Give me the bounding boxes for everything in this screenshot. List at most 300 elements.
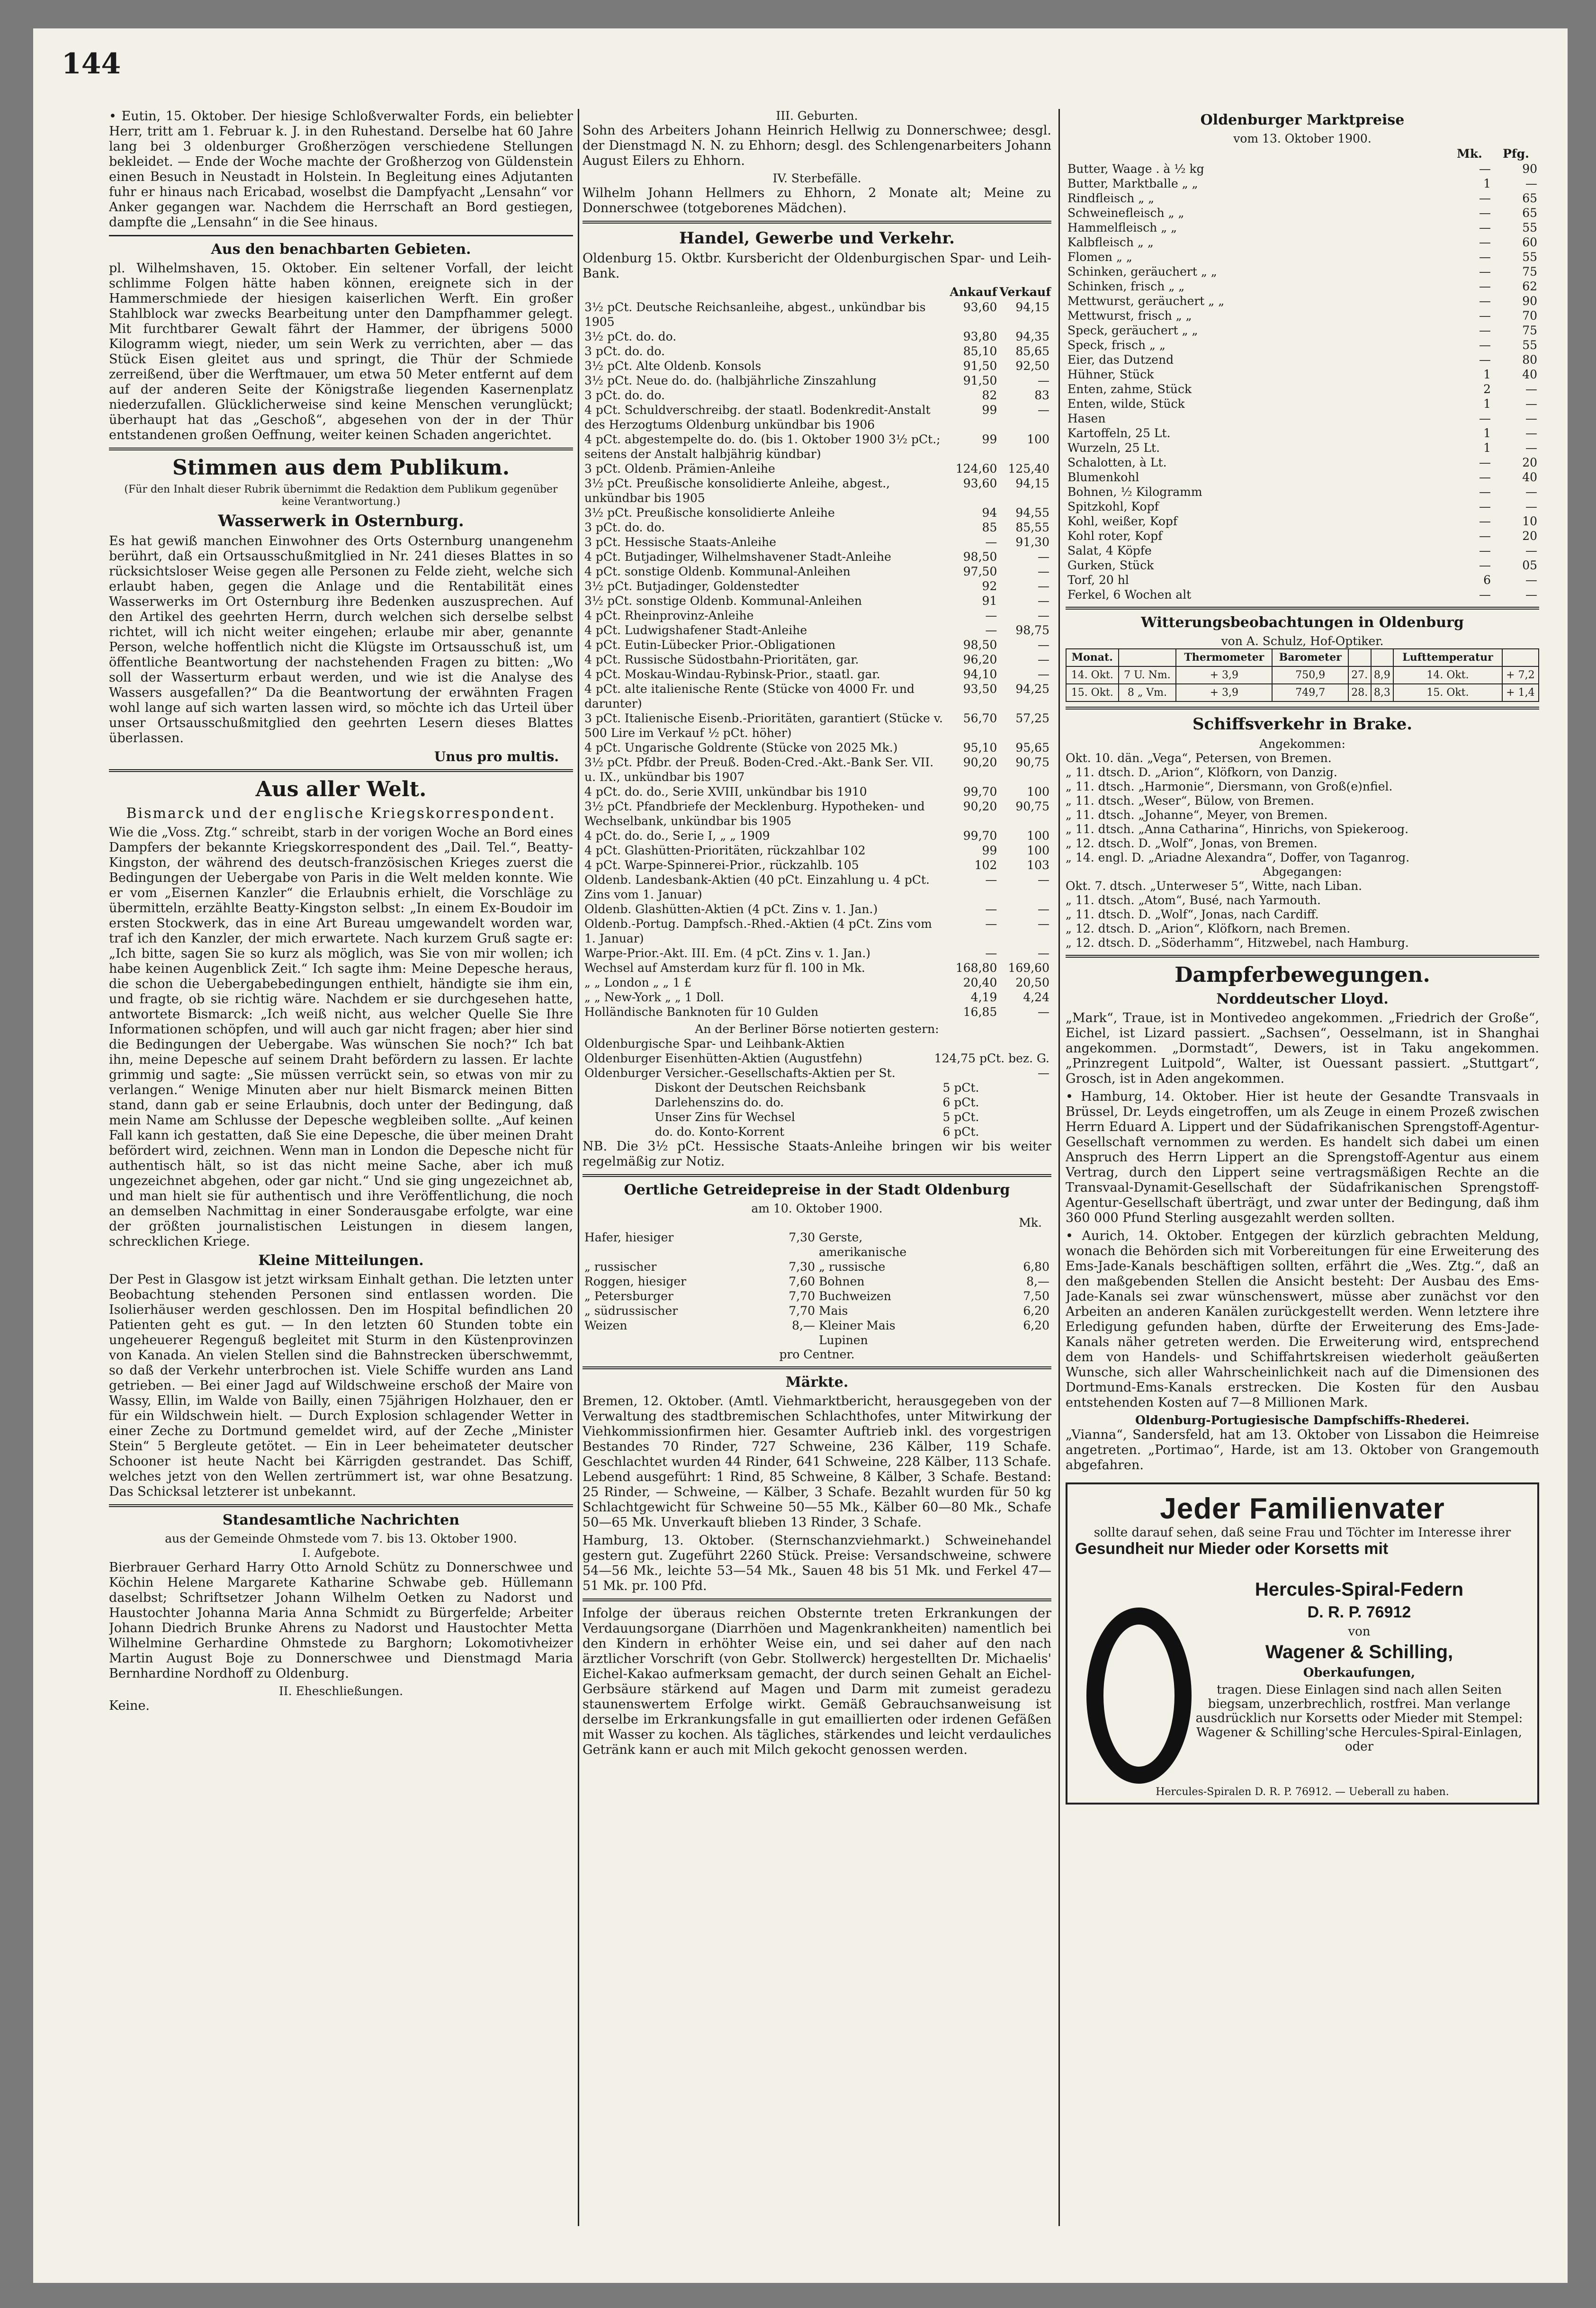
ship-arrival: „ 14. engl. D. „Ariadne Alexandra“, Doffer, von Taganrog. — [1066, 851, 1410, 864]
lloyd-text: „Mark“, Traue, ist in Montivedeo angekommen. „Friedrich der Große“, Eichel, ist Lizard passiert. „Sachsen“, Oesselmann, ist in Shanghai angekommen. „Dormstadt“, Dewers, ist in Taku angekommen. „Prinzregent Luitpold“, Walter, ist Ouessant passiert. „Stuttgart“, Grosch, ist in Aden angekommen. — [1066, 1011, 1539, 1086]
kurs-row — [583, 858, 1051, 872]
kurs-row-cell: 90,75 — [1015, 755, 1049, 769]
markt-row-cell: — — [1525, 441, 1537, 455]
kurs-row-cell: — — [1038, 667, 1049, 681]
abgegangen-list — [1066, 879, 1539, 950]
kurs-row — [583, 652, 1051, 667]
markt-row-cell: 65 — [1522, 191, 1537, 205]
markt-row-cell: Enten, wilde, Stück — [1067, 397, 1185, 411]
wasserwerk-article: Es hat gewiß manchen Einwohner des Orts Osternburg unangenehm berührt, daß ein Ortsausschußmitglied in Nr. 241 dieses Blattes in so rücksichtsloser Weise gegen alle Personen zu Felde zieht, welche sich erlaubt haben, gegen die Anlage und die Rentabilität eines Wasserwerks im Ort Osternburg ihre Bedenken auszusprechen. Auf den Artikel des geehrten Herrn, durch welchen sich derselbe selbst richtet, will ich nicht weiter eingehen; erlaube mir aber, genannte Person, welche hoffentlich nicht die Klügste im Ortsausschuß ist, um öffentliche Beantwortung der nachstehenden Fragen zu bitten: „Wo soll der Wasserturm erbaut werden, und wie ist die Analyse des Wassers ausgefallen?“ Da die Beantwortung der erwähnten Fragen wohl lange auf sich warten lassen wird, so möchte ich das Urteil über unser Ortsausschußmitglied den geehrten Lesern dieses Blattes überlassen. — [109, 534, 573, 745]
heading-eheschliessungen: II. Eheschließungen. — [278, 1684, 403, 1698]
kurs-row-cell: 94,55 — [1015, 506, 1049, 520]
kurs-row-cell: 124,60 — [955, 462, 997, 476]
markt-row-cell: Schweinefleisch „ „ — [1067, 206, 1184, 220]
kurs-row-cell: 96,20 — [963, 653, 997, 666]
kurs-row-cell: 3½ pCt. Preußische konsolidierte Anleihe — [584, 506, 835, 520]
wetter-row — [1066, 666, 1539, 684]
markt-row-cell: Salat, 4 Köpfe — [1067, 544, 1152, 557]
kurs-row-cell: 3½ pCt. do. do. — [584, 330, 677, 343]
diskont-row-cell: 6 pCt. — [942, 1096, 979, 1109]
markt-row — [1066, 455, 1539, 470]
getreide-row — [583, 1318, 1051, 1333]
getreide-row-cell: Buchweizen — [819, 1289, 891, 1303]
kurs-row-cell: 98,50 — [963, 550, 997, 564]
kurs-row — [583, 549, 1051, 564]
markt-row-cell: 60 — [1522, 235, 1537, 249]
berliner-row-cell: Oldenburgische Spar- und Leihbank-Aktien — [584, 1037, 845, 1051]
heading-kleine-mitteilungen: Kleine Mitteilungen. — [258, 1252, 424, 1269]
kurs-row-cell: 98,50 — [963, 638, 997, 652]
markt-row — [1066, 587, 1539, 602]
column-right — [1066, 109, 1539, 2217]
getreide-row-cell: 8,— — [1026, 1275, 1049, 1288]
divider — [1066, 707, 1539, 709]
heading-portugiesische: Oldenburg-Portugiesische Dampfschiffs-Rhederei. — [1135, 1413, 1470, 1427]
berliner-row-cell: 124,75 pCt. bez. G. — [934, 1051, 1049, 1065]
markt-row-cell: Speck, geräuchert „ „ — [1067, 323, 1198, 337]
markt-row-cell: — — [1525, 382, 1537, 396]
ship-departure: Okt. 7. dtsch. „Unterweser 5“, Witte, nach Liban. — [1066, 879, 1363, 893]
diskont-table — [653, 1080, 981, 1139]
kurs-row-cell: — — [1038, 873, 1049, 887]
heading-bismarck: Bismarck und der englische Kriegskorrespondent. — [126, 805, 556, 822]
kurs-row-cell: 90,20 — [963, 755, 997, 769]
kurs-row — [583, 740, 1051, 755]
markt-row-cell: Hasen — [1067, 412, 1106, 425]
getreide-unit: Mk. — [1019, 1216, 1042, 1230]
ship-arrival: „ 11. dtsch. D. „Arion“, Klöfkorn, von Danzig. — [1066, 765, 1337, 779]
column-middle — [583, 109, 1051, 2217]
kurs-row — [583, 373, 1051, 388]
aufgebote-text: Bierbrauer Gerhard Harry Otto Arnold Schütz zu Donnerschwee und Köchin Helene Margarete Katharine Schwabe geb. Hüllemann daselbst; Schriftsetzer Johann Wilhelm Oetken zu Nadorst und Haustochter Johanna Maria Anna Schmidt zu Bürgerfelde; Arbeiter Johann Diedrich Brunke Ahrens zu Nadorst und Haustochter Metta Wilhelmine Gerhardine Ohmstede zu Barghorn; Lokomotivheizer Martin August Boje zu Donnerschwee und Dienstmagd Maria Bernhardine Nordhoff zu Oldenburg. — [109, 1560, 573, 1681]
divider — [109, 1504, 573, 1507]
markt-row-cell: Butter, Waage . à ½ kg — [1067, 162, 1204, 176]
wetter-row-cell: 28. — [1348, 684, 1371, 701]
witterung-table — [1066, 648, 1539, 702]
getreide-row-cell: „ südrussischer — [584, 1304, 678, 1318]
kurs-col-verkauf: Verkauf — [999, 285, 1051, 299]
kurs-row-cell: — — [1038, 917, 1049, 931]
column-divider — [578, 109, 579, 2226]
kurs-row-cell: 98,75 — [1015, 623, 1049, 637]
getreide-row-cell: 7,30 — [789, 1230, 815, 1244]
kurs-row-cell: — — [985, 623, 997, 637]
kurs-row-cell: 3 pCt. Hessische Staats-Anleihe — [584, 535, 776, 549]
kurs-row-cell: 3 pCt. do. do. — [584, 521, 665, 534]
markt-row — [1066, 558, 1539, 573]
newspaper-page — [33, 28, 1568, 2283]
kurs-row-cell: 4 pCt. Glashütten-Prioritäten, rückzahlbar 102 — [584, 844, 866, 857]
markt-row — [1066, 426, 1539, 440]
markt-row — [1066, 206, 1539, 220]
diskont-row — [653, 1110, 981, 1124]
kurs-row-cell: 3 pCt. do. do. — [584, 344, 665, 358]
kurs-row-cell: — — [1038, 594, 1049, 608]
markt-col-pfg: Pfg. — [1503, 147, 1529, 161]
kurs-row-cell: Warpe-Prior.-Akt. III. Em. (4 pCt. Zins v. 1. Jan.) — [584, 946, 871, 960]
markt-row-cell: 1 — [1483, 397, 1491, 411]
kurs-row-cell: — — [985, 873, 997, 887]
wilhelmshaven-article: pl. Wilhelmshaven, 15. Oktober. Ein seltener Vorfall, der leicht schlimme Folgen hätte haben können, ereignete sich in der Hammerschmiede der hiesigen kaiserlichen Werft. Ein großer Stahlblock war zwecks Bearbeitung unter den Dampfhammer gelegt. Mit furchtbarer Gewalt fährt der Hammer, der übrigens 5000 Kilogramm wiegt, nieder, um sein Werk zu verrichten, aber — das Stück Eisen gleitet aus und springt, die Thür der Schmiede zerreißend, über die Werftmauer, um etwa 50 Meter entfernt auf dem auf der anderen Seite der Königstraße liegenden Kasernenplatz niederzufallen. Glücklicherweise sind keine Menschen verunglückt; überhaupt hat das „Geschoß“, abgesehen von der in der Thür entstandenen großen Oeffnung, weiter keinen Schaden angerichtet. — [109, 261, 573, 442]
ad-firm: Wagener & Schilling, — [1265, 1642, 1453, 1662]
kurs-row-cell: — — [985, 609, 997, 622]
markt-row — [1066, 529, 1539, 543]
wasserwerk-signature: Unus pro multis. — [434, 749, 559, 764]
wetter-row-cell: 14. Okt. — [1066, 666, 1119, 684]
markt-row-cell: — — [1479, 250, 1491, 264]
heading-dampferbewegungen: Dampferbewegungen. — [1175, 963, 1430, 987]
kurs-row-cell: 16,85 — [963, 1005, 997, 1019]
markt-row-cell: Speck, frisch „ „ — [1067, 338, 1166, 352]
hamburg-article: • Hamburg, 14. Oktober. Hier ist heute der Gesandte Transvaals in Brüssel, Dr. Leyds eingetroffen, um als Zeuge in einem Prozeß zwischen Herrn Eduard A. Lippert und der Südafrikanischen Sprengstoff-Agentur-Gesellschaft vernommen zu werden. Es handelt sich dabei um einen Anspruch des Herrn Lippert an die Sprengstoff-Agentur aus einem Vertrag, durch den Lippert seine vertragsmäßigen Rechte an die Transvaal-Dynamit-Gesellschaft der Südafrikanischen Sprengstoff-Agentur-Gesellschaft überträgt, und zwar unter der Bedingung, daß ihm 360 000 Pfund Sterling ausgezahlt werden sollten. — [1066, 1089, 1539, 1225]
markt-row — [1066, 485, 1539, 499]
stimmen-disclaimer: (Für den Inhalt dieser Rubrik übernimmt die Redaktion dem Publikum gegenüber keine Verantwortung.) — [124, 484, 558, 508]
markt-row-cell: — — [1479, 338, 1491, 352]
markt-row-cell: — — [1479, 191, 1491, 205]
kurs-row-cell: 94,15 — [1015, 300, 1049, 314]
aurich-article: • Aurich, 14. Oktober. Entgegen der kürzlich gebrachten Meldung, wonach die Behörden sich mit Vorbereitungen für eine Erweiterung des Ems-Jade-Kanals beschäftigen sollten, erfährt die „Wes. Ztg.“, daß an den maßgebenden Stellen die Ansicht besteht: Der Ausbau des Ems-Jade-Kanals sei zwar wünschenswert, müsse aber zunächst vor den Arbeiten an anderen Kanälen zurückgestellt werden. Wenn letztere ihre Erledigung gefunden haben, dürfte der Erweiterung des Ems-Jade-Kanals näher getreten werden. Die Erweiterung wird, entsprechend dem von Handels- und Schiffahrtskreisen wiederholt geäußerten Wunsche, sich aller Wahrscheinlichkeit nach auf die Dimensionen des Dortmund-Ems-Kanals erstrecken. Die Kosten für den Ausbau entstehenden Kosten auf 7—8 Millionen Mark. — [1066, 1229, 1539, 1410]
wetter-col-header — [1119, 649, 1176, 666]
heading-witterung: Witterungsbeobachtungen in Oldenburg — [1141, 614, 1464, 631]
kurs-row — [583, 990, 1051, 1005]
kurs-row — [583, 476, 1051, 505]
kurs-row-cell: 94,10 — [963, 667, 997, 681]
getreide-row-cell: Bohnen — [819, 1275, 865, 1288]
divider — [583, 1599, 1051, 1601]
berliner-row-cell: Oldenburger Versicher.-Gesellschafts-Aktien per St. — [584, 1066, 896, 1080]
kurs-row-cell: 3 pCt. do. do. — [584, 388, 665, 402]
geburten-text: Sohn des Arbeiters Johann Heinrich Hellwig zu Donnerschwee; desgl. der Dienstmagd N. N. zu Ehhorn; desgl. des Schlengenarbeiters Johann August Eilers zu Ehhorn. — [583, 123, 1051, 168]
markt-row-cell: 40 — [1522, 470, 1537, 484]
getreide-row-cell: 6,20 — [1023, 1319, 1049, 1332]
kurs-row-cell: 20,40 — [963, 976, 997, 989]
ad-text: tragen. Diese Einlagen sind nach allen Seiten biegsam, unzerbrechlich, rostfrei. Man verlange ausdrücklich nur Korsetts oder Mieder mit Stempel: Wagener & Schilling'sche Hercules-Spiral-Einlagen, oder — [1195, 1683, 1523, 1754]
kurs-row-cell: 4 pCt. Rheinprovinz-Anleihe — [584, 609, 754, 622]
kurs-row-cell: 4 pCt. alte italienische Rente (Stücke von 4000 Fr. und darunter) — [584, 682, 915, 710]
getreide-row-cell: Mais — [819, 1304, 848, 1318]
getreide-row-cell: Lupinen — [819, 1333, 868, 1347]
diskont-row-cell: Diskont der Deutschen Reichsbank — [655, 1081, 866, 1095]
berliner-row-cell — [932, 1036, 1051, 1051]
divider — [583, 221, 1051, 224]
heading-marktpreise: Oldenburger Marktpreise — [1200, 112, 1405, 128]
section-heading-welt: Aus aller Welt. — [255, 777, 427, 801]
ad-von: von — [1348, 1625, 1371, 1639]
getreide-row — [583, 1289, 1051, 1303]
spiral-spring-logo — [1086, 1608, 1192, 1784]
kurs-row-cell: 97,50 — [963, 565, 997, 578]
heading-schiffsverkehr: Schiffsverkehr in Brake. — [1192, 715, 1413, 734]
kurs-row-cell: 91 — [982, 594, 997, 608]
heading-wasserwerk: Wasserwerk in Osternburg. — [218, 512, 464, 530]
markt-row-cell: 1 — [1483, 177, 1491, 190]
kurs-row-cell: 3½ pCt. Neue do. do. (halbjährliche Zinszahlung — [584, 374, 877, 387]
ship-departure: „ 11. dtsch. D. „Wolf“, Jonas, nach Cardiff. — [1066, 907, 1319, 921]
kurs-row-cell: 90,75 — [1015, 799, 1049, 813]
marktpreise-table — [1066, 146, 1539, 602]
kurs-row-cell: „ „ London „ „ 1 £ — [584, 976, 692, 989]
markt-row — [1066, 499, 1539, 514]
markt-row-cell: Hammelfleisch „ „ — [1067, 221, 1177, 234]
bismarck-article: Wie die „Voss. Ztg.“ schreibt, starb in der vorigen Woche an Bord eines Dampfers der bekannte Kriegskorrespondent des „Dail. Tel.“, Beatty-Kingston, der während des deutsch-französischen Krieges zuerst die Bedingungen der Uebergabe von Paris in die Welt melden konnte. Wie er vom „Eisernen Kanzler“ die Erlaubnis erhielt, die Vorschläge zu übermitteln, erzählte Beatty-Kingston selbst: „In einem Ex-Boudoir im ersten Stockwerk, das in eine Art Bureau umgewandelt worden war, traf ich den Kanzler, der mich erwartete. Nach kurzem Gruß sagte er: „Ich bitte, sagen Sie so kurz als möglich, was Sie von mir wollen; ich habe keinen Augenblick Zeit.“ Ich sagte ihm: Meine Depesche heraus, die schon die Uebergabebedingungen enthielt, händigte sie ihm ein, und fragte, ob sie richtig wäre. Nachdem er sie durchgesehen hatte, antwortete Bismarck: „Ich weiß nicht, aus welcher Quelle Sie Ihre Informationen schöpfen, und will auch gar nicht fragen; aber hier sind die Bedingungen der Uebergabe. Was wünschen Sie noch?“ Ich bat ihn, meine Depesche auf seinem Draht befördern zu lassen. Er lachte grimmig und sagte: „Sie müssen verrückt sein, so etwas von mir zu verlangen.“ Wenige Minuten aber nur hielt Bismarck meinen Bitten stand, dann gab er seine Erlaubnis, doch unter der Bedingung, daß mein Name am Schlusse der Depesche wegbleiben sollte. „Auf keinen Fall kann ich gestatten, daß Sie eine Depesche, die über meinen Draht befördert wird, zeichnen. Wenn man in London die Depesche nicht für authentisch hält, so ist das nicht meine Sache, aber ich muß ungezeichnet abgehen, oder gar nicht.“ Und sie ging ungezeichnet ab, und man hielt sie für authentisch und ihre Veröffentlichung, die noch an demselben Nachmittag in einer Sonderausgabe erfolgte, war eine der größten journalistischen Leistungen in diesem langen, schrecklichen Kriege. — [109, 825, 573, 1249]
kurs-row-cell: 169,60 — [1008, 961, 1049, 975]
wetter-row-cell: 14. Okt. — [1393, 666, 1502, 684]
markt-row-cell: Schalotten, à Lt. — [1067, 456, 1167, 469]
getreide-row-cell: „ russischer — [584, 1260, 657, 1274]
markt-row-cell: Kohl, weißer, Kopf — [1067, 514, 1178, 528]
wetter-row-cell: 27. — [1348, 666, 1371, 684]
markt-row — [1066, 543, 1539, 558]
markt-row-cell: Gurken, Stück — [1067, 558, 1154, 572]
kurs-row-cell: — — [985, 535, 997, 549]
berliner-row — [583, 1066, 1051, 1080]
kurs-row — [583, 359, 1051, 373]
markt-row-cell: — — [1479, 323, 1491, 337]
sterbefaelle-text: Wilhelm Johann Hellmers zu Ehhorn, 2 Monate alt; Meine zu Donnerschwee (totgeborenes Mädchen). — [583, 186, 1051, 216]
kurs-row-cell: 94,35 — [1015, 330, 1049, 343]
kurs-row-cell: 20,50 — [1015, 976, 1049, 989]
markt-row-cell: Enten, zahme, Stück — [1067, 382, 1192, 396]
kurs-row-cell: 85 — [982, 521, 997, 534]
kurs-row-cell: 94,25 — [1015, 682, 1049, 696]
markt-row — [1066, 367, 1539, 382]
markt-row-cell: — — [1479, 235, 1491, 249]
ship-arrival: „ 11. dtsch. „Harmonie“, Diersmann, von Groß(e)nfiel. — [1066, 780, 1393, 793]
diskont-row-cell: 5 pCt. — [942, 1110, 979, 1124]
markt-row-cell: — — [1479, 529, 1491, 543]
berliner-table — [583, 1036, 1051, 1080]
kurs-row-cell: 100 — [1027, 844, 1049, 857]
ship-departure: „ 12. dtsch. D. „Arion“, Klöfkorn, nach Bremen. — [1066, 922, 1351, 935]
page-number: 144 — [62, 47, 121, 81]
markt-row-cell: Wurzeln, 25 Lt. — [1067, 441, 1160, 455]
section-heading-handel: Handel, Gewerbe und Verkehr. — [679, 229, 955, 248]
heading-angekommen: Angekommen: — [1259, 737, 1345, 751]
kurs-row-cell: 125,40 — [1008, 462, 1049, 476]
markt-row — [1066, 338, 1539, 352]
markt-row-cell: — — [1525, 485, 1537, 499]
kurs-row — [583, 916, 1051, 946]
markt-row-cell: 20 — [1522, 456, 1537, 469]
kurs-row-cell: 4 pCt. do. do., Serie XVIII, unkündbar bis 1910 — [584, 785, 867, 799]
kurs-row-cell: 3½ pCt. Alte Oldenb. Konsols — [584, 359, 762, 373]
getreide-row-cell: „ russische — [819, 1260, 886, 1274]
kurs-row-cell: 91,50 — [963, 374, 997, 387]
kurs-row — [583, 784, 1051, 799]
getreide-row-cell: Kleiner Mais — [819, 1319, 896, 1332]
kurs-row-cell: — — [1038, 653, 1049, 666]
kurs-row — [583, 432, 1051, 461]
markt-row-cell: — — [1479, 456, 1491, 469]
markt-row-cell: 1 — [1483, 426, 1491, 440]
markt-row — [1066, 411, 1539, 426]
kurs-row-cell: 95,65 — [1015, 741, 1049, 754]
markt-row-cell: 55 — [1522, 338, 1537, 352]
getreide-row-cell: Roggen, hiesiger — [584, 1275, 687, 1288]
markt-row-cell: — — [1479, 206, 1491, 220]
kurs-row-cell: 99 — [982, 844, 997, 857]
ad-line3: Gesundheit nur Mieder oder Korsetts mit — [1075, 1540, 1389, 1558]
kurs-row-cell: 103 — [1027, 858, 1049, 872]
column-left — [109, 109, 573, 2217]
getreide-row-cell: 6,80 — [1023, 1260, 1049, 1274]
kurs-row — [583, 535, 1051, 549]
ship-arrival: „ 11. dtsch. „Johanne“, Meyer, von Bremen. — [1066, 808, 1328, 822]
markt-row-cell: 90 — [1522, 294, 1537, 308]
kurs-row-cell: 102 — [974, 858, 997, 872]
kurs-row — [583, 623, 1051, 638]
kurs-row-cell: — — [1038, 550, 1049, 564]
corset-advertisement — [1066, 1482, 1539, 1805]
witterung-author: von A. Schulz, Hof-Optiker. — [1221, 634, 1384, 648]
markt-row-cell: Ferkel, 6 Wochen alt — [1067, 588, 1192, 602]
markt-row-cell: Eier, das Dutzend — [1067, 353, 1174, 367]
markt-row-cell: 1 — [1483, 368, 1491, 381]
getreide-row-cell — [583, 1333, 700, 1347]
portugiesische-text: „Vianna“, Sandersfeld, hat am 13. Oktober von Lissabon die Heimreise angetreten. „Portimao“, Harde, ist am 13. Oktober von Grangemouth abgefahren. — [1066, 1428, 1539, 1473]
markt-row-cell: — — [1525, 544, 1537, 557]
markt-row-cell: 40 — [1522, 368, 1537, 381]
kurs-row — [583, 946, 1051, 961]
heading-abgegangen: Abgegangen: — [1263, 865, 1342, 879]
markt-row — [1066, 514, 1539, 529]
standesamt-subtitle: aus der Gemeinde Ohmstede vom 7. bis 13. Oktober 1900. — [165, 1532, 517, 1545]
kurs-row-cell: 99 — [982, 403, 997, 417]
kurs-row — [583, 329, 1051, 344]
markt-row-cell: 75 — [1522, 265, 1537, 278]
getreide-row-cell: 8,— — [792, 1319, 815, 1332]
getreide-row-cell: Hafer, hiesiger — [584, 1230, 674, 1244]
berliner-row — [583, 1051, 1051, 1066]
getreide-footnote: pro Centner. — [779, 1347, 855, 1361]
divider — [109, 448, 573, 450]
kurs-row-cell: 93,80 — [963, 330, 997, 343]
hamburg-market: Hamburg, 13. Oktober. (Sternschanzviehmarkt.) Schweinehandel gestern gut. Zugeführt 2260 Stück. Preise: Versandschweine, schwere 54—56 Mk., leichte 53—54 Mk., Sauen 48 bis 51 Mk. und Ferkel 47—51 Mk. pr. 100 Pfd. — [583, 1533, 1051, 1593]
kurs-row-cell: 3½ pCt. Pfdbr. der Preuß. Boden-Cred.-Akt.-Bank Ser. VII. u. IX., unkündbar bis 1907 — [584, 755, 934, 784]
wetter-row — [1066, 684, 1539, 701]
kurs-row-cell: 3½ pCt. sonstige Oldenb. Kommunal-Anleihen — [584, 594, 862, 608]
markt-row-cell: Spitzkohl, Kopf — [1067, 500, 1159, 513]
kleine-mitteilungen-article: Der Pest in Glasgow ist jetzt wirksam Einhalt gethan. Die letzten unter Beobachtung stehenden Personen sind entlassen worden. Die Isolierhäuser werden geschlossen. Den im Hospital befindlichen 20 Patienten geht es gut. — In den letzten 60 Stunden tobte ein ungeheuerer Regenguß begleitet mit Sturm in den Küstenprovinzen von Kanada. An vielen Stellen sind die Bahnstrecken überschwemmt, so daß der Verkehr unterbrochen ist. Viele Schiffe wurden ans Land getrieben. — Bei einer Jagd auf Wildschweine erschoß der Maire von Wassy, Ellin, im Walde von Bailly, einen 75jährigen Holzhauer, den er für ein Wildschwein hielt. — Durch Explosion schlagender Wetter in einer Zeche zu Dortmund gemeldet wird, auf der Zeche „Minister Stein“ 5 Bergleute getötet. — Ein in Leer beheimateter deutscher Schooner ist heute Nacht bei Kärrigden gestrandet. Das Schiff, welches jetzt von den Wellen zertrümmert ist, war ohne Besatzung. Das Schicksal letzterer ist unbekannt. — [109, 1272, 573, 1499]
kurs-row-cell: — — [1038, 579, 1049, 593]
getreide-row — [583, 1303, 1051, 1318]
markt-row-cell: 1 — [1483, 441, 1491, 455]
markt-row-cell: — — [1479, 294, 1491, 308]
markt-row-cell: Mettwurst, geräuchert „ „ — [1067, 294, 1225, 308]
kurs-row-cell: 91,30 — [1015, 535, 1049, 549]
wetter-row-cell: 749,7 — [1272, 684, 1348, 701]
getreide-row — [583, 1274, 1051, 1289]
markt-row-cell: 55 — [1522, 221, 1537, 234]
kurs-row-cell: — — [1038, 565, 1049, 578]
kurs-row-cell: 100 — [1027, 432, 1049, 446]
kurs-row-cell: — — [1038, 946, 1049, 960]
kurs-row-cell: 168,80 — [955, 961, 997, 975]
markt-row — [1066, 235, 1539, 250]
kurs-row-cell: — — [1038, 638, 1049, 652]
heading-sterbefaelle: IV. Sterbefälle. — [772, 171, 861, 185]
kurs-row — [583, 520, 1051, 535]
ad-product: Hercules-Spiral-Federn — [1255, 1579, 1464, 1600]
kurs-row — [583, 682, 1051, 711]
markt-row-cell: 6 — [1483, 573, 1491, 587]
markt-row-cell: — — [1479, 514, 1491, 528]
kurs-row-cell: 4 pCt. do. do., Serie I, „ „ 1909 — [584, 829, 770, 843]
kurs-row-cell: — — [985, 902, 997, 916]
getreide-date: am 10. Oktober 1900. — [751, 1202, 883, 1215]
getreide-table — [583, 1230, 1051, 1347]
wetter-col-header: Thermometer — [1176, 649, 1272, 666]
markt-row-cell: — — [1479, 221, 1491, 234]
kurs-row-cell: 93,50 — [963, 682, 997, 696]
kurs-row-cell: — — [1038, 609, 1049, 622]
markt-row-cell: — — [1479, 470, 1491, 484]
markt-row — [1066, 470, 1539, 485]
berliner-heading: An der Berliner Börse notierten gestern: — [695, 1022, 939, 1036]
markt-row — [1066, 382, 1539, 396]
kurs-col-ankauf: Ankauf — [950, 285, 997, 299]
markt-row-cell: — — [1525, 426, 1537, 440]
markt-row-cell: — — [1525, 500, 1537, 513]
markt-row-cell: Torf, 20 hl — [1067, 573, 1129, 587]
markt-col-mk: Mk. — [1457, 147, 1482, 161]
diskont-row — [653, 1095, 981, 1110]
kurs-row-cell: 90,20 — [963, 799, 997, 813]
wetter-row-cell: 15. Okt. — [1393, 684, 1502, 701]
kurs-row-cell: 3½ pCt. Butjadinger, Goldenstedter — [584, 579, 799, 593]
markt-row-cell: 90 — [1522, 162, 1537, 176]
markt-row — [1066, 250, 1539, 264]
kurs-row — [583, 961, 1051, 975]
kurs-row-cell: — — [1038, 902, 1049, 916]
kurs-row-cell: — — [1038, 1005, 1049, 1019]
getreide-row — [583, 1230, 1051, 1259]
markt-row — [1066, 352, 1539, 367]
kurs-row-cell: 4 pCt. Moskau-Windau-Rybinsk-Prior., staatl. gar. — [584, 667, 880, 681]
kurs-row-cell: — — [1038, 374, 1049, 387]
kurs-row-cell: 100 — [1027, 785, 1049, 799]
wetter-row-cell: 8 „ Vm. — [1119, 684, 1176, 701]
kurs-row — [583, 828, 1051, 843]
markt-row-cell: — — [1479, 485, 1491, 499]
diskont-row-cell: do. do. Konto-Korrent — [655, 1125, 785, 1139]
getreide-row-cell: 7,30 — [789, 1260, 815, 1274]
wetter-row-cell: + 1,4 — [1502, 684, 1539, 701]
kurs-row — [583, 403, 1051, 432]
kurs-row-cell: 91,50 — [963, 359, 997, 373]
getreide-row-cell: Weizen — [584, 1319, 628, 1332]
markt-row-cell: — — [1525, 412, 1537, 425]
markt-row — [1066, 323, 1539, 338]
kurs-row-cell: 94 — [982, 506, 997, 520]
markt-row-cell: 55 — [1522, 250, 1537, 264]
kurs-row-cell: 82 — [982, 388, 997, 402]
markt-row-cell: 62 — [1522, 279, 1537, 293]
markt-row — [1066, 573, 1539, 587]
markt-row-cell: 65 — [1522, 206, 1537, 220]
kurs-row-cell: 3½ pCt. Deutsche Reichsanleihe, abgest., unkündbar bis 1905 — [584, 300, 926, 329]
markt-row-cell: Hühner, Stück — [1067, 368, 1154, 381]
wetter-col-header: Monat. — [1066, 649, 1119, 666]
markt-row-cell: Kohl roter, Kopf — [1067, 529, 1163, 543]
markt-row-cell: Mettwurst, frisch „ „ — [1067, 309, 1192, 323]
berliner-row — [583, 1036, 1051, 1051]
ship-arrival: „ 12. dtsch. D. „Wolf“, Jonas, von Bremen. — [1066, 836, 1318, 850]
heading-aufgebote: I. Aufgebote. — [302, 1546, 380, 1560]
markt-row — [1066, 308, 1539, 323]
kurs-row-cell: Oldenb.-Portug. Dampfsch.-Rhed.-Aktien (4 pCt. Zins vom 1. Januar) — [584, 917, 932, 945]
markt-row-cell: Flomen „ „ — [1067, 250, 1132, 264]
